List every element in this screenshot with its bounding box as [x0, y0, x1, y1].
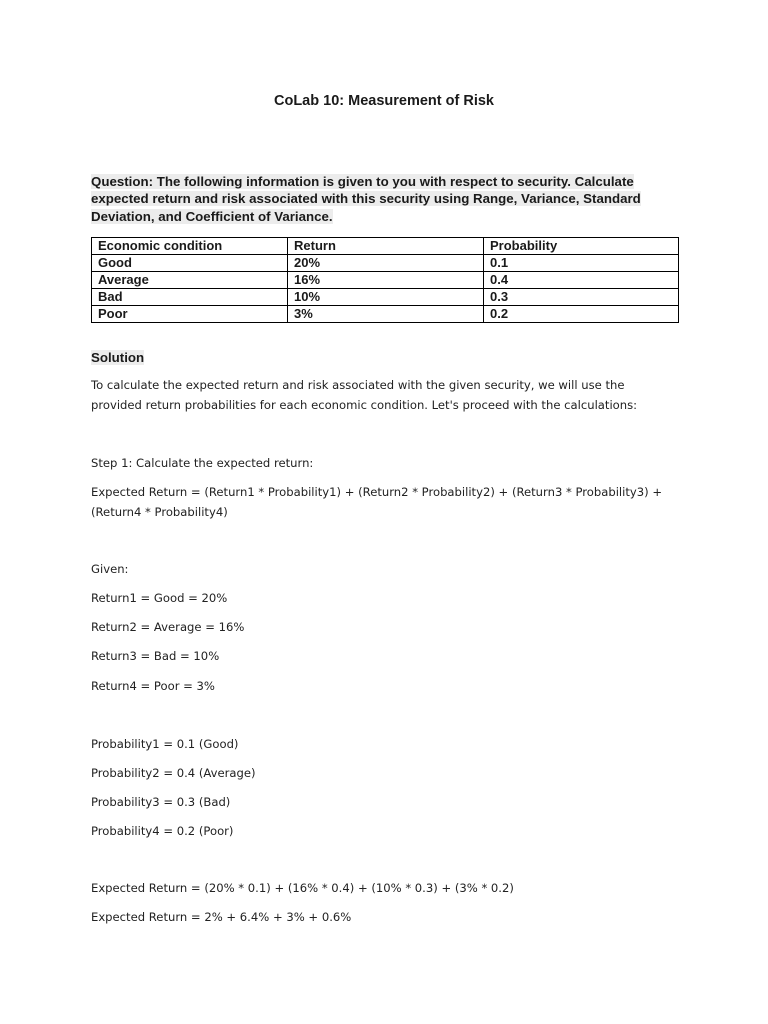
table-row	[92, 306, 679, 323]
table-row	[92, 272, 679, 289]
probability-line: Probability1 = 0.1 (Good)	[91, 737, 239, 751]
calculation-line: Expected Return = (20% * 0.1) + (16% * 0.4) + (10% * 0.3) + (3% * 0.2)	[91, 881, 514, 895]
table-cell: 10%	[288, 289, 484, 306]
table-cell: 0.1	[484, 255, 679, 272]
calculation-line: Expected Return = 2% + 6.4% + 3% + 0.6%	[91, 910, 352, 924]
table-cell: Good	[92, 255, 288, 272]
table-cell: 20%	[288, 255, 484, 272]
return-line: Return2 = Average = 16%	[91, 620, 245, 634]
table-header: Probability	[484, 238, 679, 255]
intro-paragraph: To calculate the expected return and risk associated with the given security, we will use the provided return probabilities for each economic condition. Let's proceed with the calculations:	[91, 378, 638, 412]
table-cell: 3%	[288, 306, 484, 323]
return-line: Return1 = Good = 20%	[91, 591, 228, 605]
table-cell: 0.2	[484, 306, 679, 323]
table-header: Return	[288, 238, 484, 255]
return-line: Return3 = Bad = 10%	[91, 649, 220, 663]
probability-line: Probability4 = 0.2 (Poor)	[91, 824, 234, 838]
return-line: Return4 = Poor = 3%	[91, 679, 215, 693]
table-row	[92, 255, 679, 272]
table-cell: Average	[92, 272, 288, 289]
table-header: Economic condition	[92, 238, 288, 255]
solution-heading	[91, 350, 144, 365]
table-row	[92, 289, 679, 306]
step-1-heading: Step 1: Calculate the expected return:	[91, 456, 314, 470]
table-header-row	[92, 238, 679, 255]
table-cell: 0.3	[484, 289, 679, 306]
solution-heading-text: Solution	[91, 350, 145, 365]
table-cell: Poor	[92, 306, 288, 323]
probability-line: Probability2 = 0.4 (Average)	[91, 766, 256, 780]
expected-return-formula: Expected Return = (Return1 * Probability1) + (Return2 * Probability2) + (Return3 * Probability3) + (Return4 * Probability4)	[91, 485, 663, 519]
page-title: CoLab 10: Measurement of Risk	[274, 93, 494, 109]
question-text	[91, 173, 681, 225]
table-cell: 16%	[288, 272, 484, 289]
data-table	[91, 237, 679, 323]
table-cell: Bad	[92, 289, 288, 306]
question-highlight: Question: The following information is given to you with respect to security. Calculate expected return and risk associated with this security using Range, Variance, Standard Deviation, and Coefficient of Variance.	[91, 174, 641, 224]
given-label: Given:	[91, 562, 129, 576]
table-cell: 0.4	[484, 272, 679, 289]
probability-line: Probability3 = 0.3 (Bad)	[91, 795, 231, 809]
